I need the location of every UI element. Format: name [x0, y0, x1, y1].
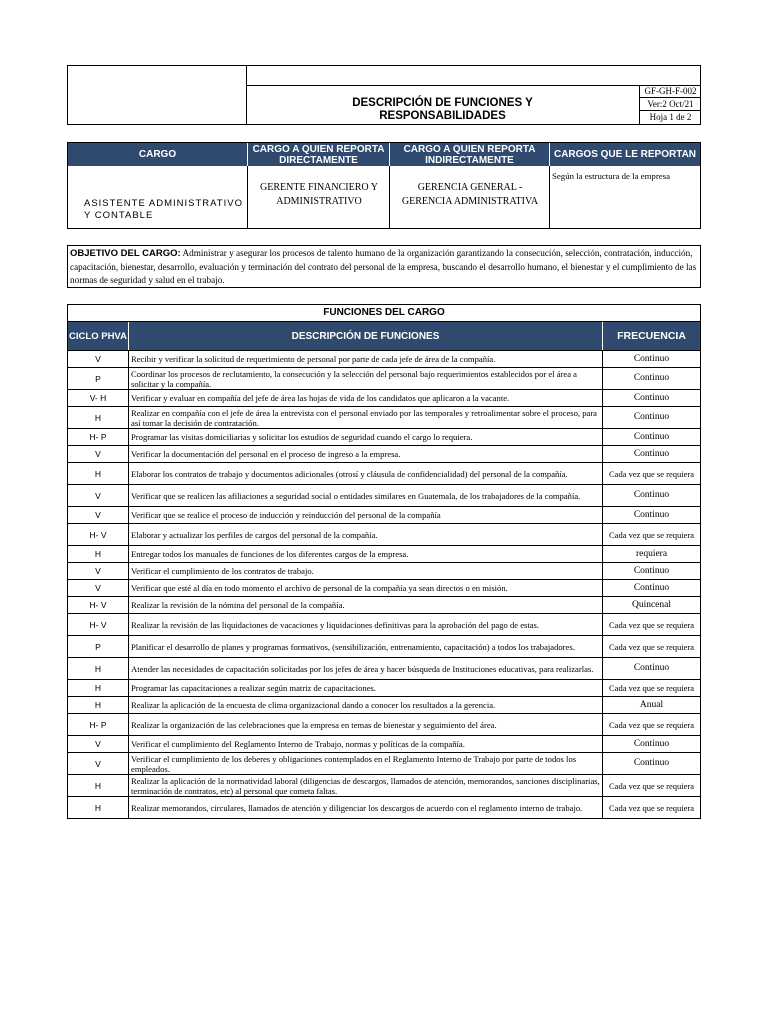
ciclo-cell: H [68, 658, 129, 679]
ciclo-cell: H- P [68, 429, 129, 445]
descripcion-cell: Coordinar los procesos de reclutamiento, la consecución y la selección del personal bajo requerimientos establecidos por el área a solicitar y la compañía. [129, 368, 603, 389]
ciclo-cell: H- V [68, 597, 129, 613]
reporta-indirecto-value: GERENCIA GENERAL - GERENCIA ADMINISTRATIVA [390, 166, 550, 228]
cargo-table [67, 142, 701, 229]
ciclo-cell: V [68, 507, 129, 523]
descripcion-cell: Verificar el cumplimiento del Reglamento Interno de Trabajo, normas y políticas de la compañía. [129, 736, 603, 752]
descripcion-cell: Realizar la organización de las celebraciones que la empresa en temas de bienestar y seguimiento del área. [129, 714, 603, 735]
function-row [68, 774, 700, 796]
function-row [68, 679, 700, 696]
descripcion-cell: Realizar la revisión de las liquidaciones de vacaciones y liquidaciones definitivas para la aprobación del pago de estas. [129, 614, 603, 635]
frecuencia-cell: Continuo [633, 448, 670, 459]
ciclo-header: CICLO PHVA [68, 322, 129, 350]
reporta-directo-header: CARGO A QUIEN REPORTA DIRECTAMENTE [248, 143, 390, 166]
cargos-reportan-value: Según la estructura de la empresa [552, 171, 670, 181]
descripcion-cell: Verificar que se realicen las afiliaciones a seguridad social o entidades similares en Guatemala, de los trabajadores de la compañía. [129, 485, 603, 506]
funciones-title: FUNCIONES DEL CARGO [68, 305, 700, 322]
descripcion-cell: Atender las necesidades de capacitación solicitadas por los jefes de área y hacer búsqueda de Instituciones educativas, para realizarlas. [129, 658, 603, 679]
ciclo-cell: H [68, 407, 129, 428]
frecuencia-cell: Continuo [633, 509, 670, 520]
document-header [67, 65, 701, 125]
frecuencia-cell: Quincenal [631, 599, 672, 610]
descripcion-cell: Elaborar los contratos de trabajo y documentos adicionales (otrosí y cláusula de confidencialidad) del personal de la compañía. [129, 463, 603, 484]
function-row [68, 635, 700, 657]
ciclo-cell: V- H [68, 390, 129, 406]
cargos-reportan-header: CARGOS QUE LE REPORTAN [553, 149, 697, 160]
descripcion-cell: Realizar la revisión de la nómina del personal de la compañía. [129, 597, 603, 613]
function-row [68, 696, 700, 713]
frecuencia-cell: Cada vez que se requiera [609, 619, 694, 630]
objetivo-box [67, 245, 701, 288]
descripcion-cell: Verificar que se realice el proceso de inducción y reinducción del personal de la compañía [129, 507, 603, 523]
ciclo-cell: V [68, 446, 129, 462]
descripcion-header: DESCRIPCIÓN DE FUNCIONES [129, 322, 603, 350]
document-version: Ver:2 Oct/21 [640, 98, 701, 111]
frecuencia-cell: Continuo [633, 490, 670, 500]
function-row [68, 545, 700, 562]
function-row [68, 428, 700, 445]
document-page: Hoja 1 de 2 [649, 112, 692, 122]
frecuencia-cell: Continuo [633, 353, 670, 364]
ciclo-cell: V [68, 753, 129, 774]
function-row [68, 752, 700, 774]
function-row [68, 796, 700, 818]
objetivo-label: OBJETIVO DEL CARGO: [70, 248, 181, 259]
frecuencia-cell: Continuo [633, 373, 670, 383]
descripcion-cell: Planificar el desarrollo de planes y programas formativos, (sensibilización, entrenamiento, capacitación) a todos los trabajadores. [129, 636, 603, 657]
descripcion-cell: Elaborar y actualizar los perfiles de cargos del personal de la compañía. [129, 524, 603, 545]
frecuencia-cell: Continuo [633, 758, 670, 768]
frecuencia-cell: Continuo [633, 412, 670, 422]
frecuencia-cell: Continuo [633, 663, 670, 673]
ciclo-cell: H [68, 775, 129, 796]
frecuencia-cell: Cada vez que se requiera [609, 802, 694, 813]
frecuencia-cell: Cada vez que se requiera [609, 683, 694, 693]
descripcion-cell: Recibir y verificar la solicitud de requerimiento de personal por parte de cada jefe de área de la compañía. [129, 351, 603, 367]
descripcion-cell: Verificar que esté al día en todo momento el archivo de personal de la compañía ya sean directos o en misión. [129, 580, 603, 596]
function-row [68, 389, 700, 406]
function-row [68, 484, 700, 506]
frecuencia-cell: Cada vez que se requiera [609, 641, 694, 652]
function-row [68, 367, 700, 389]
descripcion-cell: Programar las visitas domiciliarias y solicitar los estudios de seguridad cuando el cargo lo requiera. [129, 429, 603, 445]
ciclo-cell: H [68, 697, 129, 713]
ciclo-cell: H [68, 546, 129, 562]
ciclo-cell: H [68, 797, 129, 818]
ciclo-cell: V [68, 351, 129, 367]
descripcion-cell: Realizar la aplicación de la normatividad laboral (diligencias de descargos, llamados de atención, memorandos, sanciones disciplinarias, terminación de contratos, etc) al personal que cometa faltas. [129, 775, 603, 796]
descripcion-cell: Programar las capacitaciones a realizar según matriz de capacitaciones. [129, 680, 603, 696]
frecuencia-cell: Cada vez que se requiera [609, 780, 694, 791]
ciclo-cell: H- V [68, 614, 129, 635]
descripcion-cell: Verificar y evaluar en compañía del jefe de área las hojas de vida de los candidatos que aplicaron a la vacante. [129, 390, 603, 406]
ciclo-cell: V [68, 736, 129, 752]
function-row [68, 657, 700, 679]
cargo-header: CARGO [68, 143, 248, 166]
ciclo-cell: H [68, 680, 129, 696]
frecuencia-cell: Continuo [633, 565, 670, 576]
ciclo-cell: H- P [68, 714, 129, 735]
document-code: GF-GH-F-002 [640, 85, 701, 98]
descripcion-cell: Verificar el cumplimiento de los deberes y obligaciones contemplados en el Reglamento Interno de Trabajo por parte de todos los empleados. [129, 753, 603, 774]
document-meta [639, 85, 701, 124]
function-row [68, 445, 700, 462]
function-row [68, 562, 700, 579]
descripcion-cell: Entregar todos los manuales de funciones de los diferentes cargos de la empresa. [129, 546, 603, 562]
reporta-directo-value: GERENTE FINANCIERO Y ADMINISTRATIVO [248, 166, 390, 228]
function-row [68, 735, 700, 752]
frecuencia-cell: Anual [639, 699, 664, 710]
ciclo-cell: H- V [68, 524, 129, 545]
document-title: DESCRIPCIÓN DE FUNCIONES Y RESPONSABILIDADES [352, 97, 533, 122]
reporta-indirecto-header: CARGO A QUIEN REPORTA INDIRECTAMENTE [390, 143, 550, 166]
ciclo-cell: P [68, 636, 129, 657]
cargo-value: ASISTENTE ADMINISTRATIVO Y CONTABLE [68, 166, 248, 228]
function-row [68, 523, 700, 545]
ciclo-cell: V [68, 485, 129, 506]
frecuencia-cell: requiera [635, 548, 668, 559]
ciclo-cell: P [68, 368, 129, 389]
ciclo-cell: V [68, 580, 129, 596]
descripcion-cell: Verificar el cumplimiento de los contratos de trabajo. [129, 563, 603, 579]
objetivo-text: Administrar y asegurar los procesos de talento humano de la organización garantizando la consecución, selección, contratación, inducción, capacitación, bienestar, desarrollo, evaluación y terminación del contrato del personal de la empresa, buscando el desarrollo humano, el bienestar y el cumplimiento de las normas de seguridad y salud en el trabajo. [70, 248, 697, 285]
frecuencia-cell: Continuo [633, 431, 670, 442]
header-top-line [246, 66, 700, 86]
frecuencia-cell: Cada vez que se requiera [609, 719, 694, 730]
ciclo-cell: H [68, 463, 129, 484]
function-row [68, 713, 700, 735]
frecuencia-cell: Continuo [633, 582, 670, 593]
descripcion-cell: Realizar en compañía con el jefe de área la entrevista con el personal enviado por las temporales y retroalimentar sobre el proceso, para así tomar la decisión de contratación. [129, 407, 603, 428]
frecuencia-cell: Cada vez que se requiera [609, 468, 694, 479]
function-row [68, 506, 700, 523]
frecuencia-cell: Cada vez que se requiera [609, 529, 694, 540]
function-row [68, 613, 700, 635]
function-row [68, 406, 700, 428]
frecuencia-cell: Continuo [633, 738, 670, 749]
ciclo-cell: V [68, 563, 129, 579]
descripcion-cell: Realizar la aplicación de la encuesta de clima organizacional dando a conocer los resultados a la gerencia. [129, 697, 603, 713]
frecuencia-header: FRECUENCIA [617, 330, 686, 342]
logo-area [68, 66, 247, 124]
descripcion-cell: Realizar memorandos, circulares, llamados de atención y diligenciar los descargos de acuerdo con el reglamento interno de trabajo. [129, 797, 603, 818]
function-row [68, 462, 700, 484]
funciones-table [67, 304, 701, 819]
frecuencia-cell: Continuo [633, 392, 670, 403]
descripcion-cell: Verificar la documentación del personal en el proceso de ingreso a la empresa. [129, 446, 603, 462]
function-row [68, 596, 700, 613]
function-row [68, 579, 700, 596]
function-row [68, 350, 700, 367]
